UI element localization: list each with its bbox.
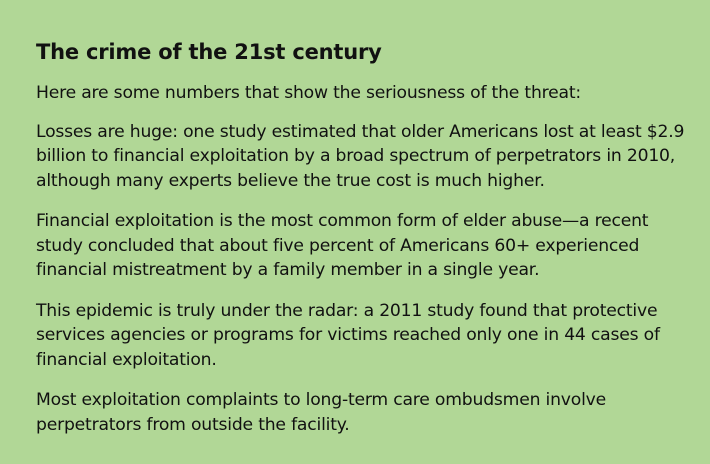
panel-title: The crime of the 21st century: [36, 40, 382, 64]
paragraph-under-radar: This epidemic is truly under the radar: a 2011 study found that protective services agencies or programs for victims reached only one in 44 cases of financial exploitation.: [36, 300, 660, 370]
intro-text: Here are some numbers that show the seriousness of the threat:: [36, 83, 581, 103]
paragraph-complaints: Most exploitation complaints to long-term care ombudsmen involve perpetrators from outside the facility.: [36, 390, 607, 435]
paragraph-losses: Losses are huge: one study estimated that older Americans lost at least $2.9 billion to financial exploitation by a broad spectrum of perpetrators in 2010, although many experts believe the true cost is much higher.: [36, 121, 685, 191]
paragraph-common-form: Financial exploitation is the most common form of elder abuse—a recent study concluded that about five percent of Americans 60+ experienced financial mistreatment by a family member in a single year.: [36, 211, 649, 280]
